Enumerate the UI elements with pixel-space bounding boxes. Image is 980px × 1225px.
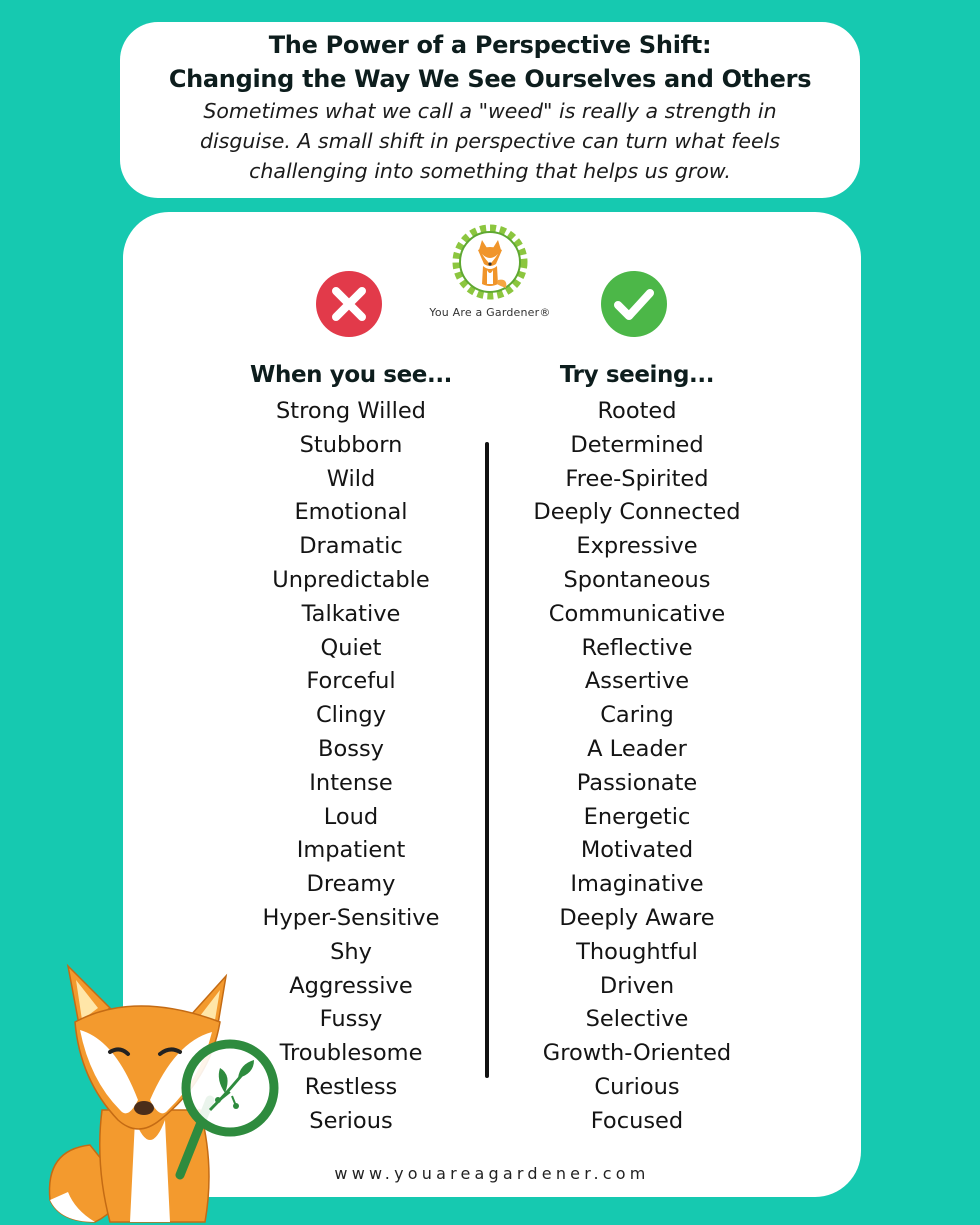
right-word-13: Energetic	[583, 803, 691, 830]
left-word-10: Clingy	[315, 702, 387, 729]
left-word-7: Talkative	[301, 600, 401, 627]
logo-text: You Are a Gardener®	[429, 306, 551, 319]
left-word-2: Stubborn	[299, 431, 403, 458]
fox-with-magnifier-icon	[40, 960, 280, 1225]
column-heading-right: Try seeing...	[559, 362, 715, 388]
right-word-16: Deeply Aware	[559, 904, 715, 931]
right-word-list	[487, 395, 787, 1139]
header-card	[120, 22, 860, 198]
right-word-11: A Leader	[587, 735, 687, 762]
subtitle	[170, 96, 810, 186]
right-word-9: Assertive	[584, 668, 690, 695]
right-word-22: Focused	[590, 1107, 684, 1134]
left-word-5: Dramatic	[299, 533, 403, 560]
right-word-15: Imaginative	[570, 871, 704, 898]
left-word-6: Unpredictable	[272, 566, 430, 593]
check-mark-icon	[601, 271, 667, 337]
brand-logo	[415, 220, 565, 325]
left-word-9: Forceful	[306, 668, 396, 695]
column-heading-left: When you see...	[250, 362, 452, 388]
left-word-3: Wild	[326, 465, 376, 492]
right-word-7: Communicative	[548, 600, 726, 627]
right-word-5: Expressive	[576, 533, 698, 560]
left-word-14: Impatient	[296, 837, 406, 864]
website-url: www.youareagardener.com	[334, 1164, 650, 1183]
left-word-22: Serious	[309, 1107, 393, 1134]
left-word-17: Shy	[330, 938, 372, 965]
right-word-21: Curious	[594, 1073, 680, 1100]
left-word-12: Intense	[309, 769, 393, 796]
left-word-8: Quiet	[320, 634, 382, 661]
fox-wreath-icon	[448, 220, 532, 304]
right-word-14: Motivated	[580, 837, 694, 864]
left-word-1: Strong Willed	[276, 398, 426, 424]
left-word-15: Dreamy	[306, 871, 396, 898]
left-word-18: Aggressive	[289, 972, 413, 999]
right-word-17: Thoughtful	[576, 938, 698, 965]
right-word-20: Growth-Oriented	[542, 1040, 732, 1067]
right-word-12: Passionate	[576, 769, 698, 796]
right-word-1: Rooted	[597, 398, 677, 424]
left-word-16: Hyper-Sensitive	[262, 904, 440, 931]
subtitle-line-2: disguise. A small shift in perspective can turn what feels	[199, 129, 781, 153]
left-word-20: Troublesome	[279, 1040, 423, 1067]
left-word-11: Bossy	[318, 735, 384, 762]
x-mark-icon	[316, 271, 382, 337]
title-line-2: Changing the Way We See Ourselves and Others	[168, 65, 812, 93]
title-line-1: The Power of a Perspective Shift:	[268, 31, 712, 59]
left-word-4: Emotional	[294, 499, 408, 526]
left-word-13: Loud	[323, 803, 379, 830]
left-word-21: Restless	[304, 1073, 398, 1100]
subtitle-line-1: Sometimes what we call a "weed" is really a strength in	[203, 99, 777, 123]
right-word-2: Determined	[570, 431, 704, 458]
try-seeing-column	[487, 355, 787, 1139]
right-word-19: Selective	[585, 1006, 689, 1033]
left-word-19: Fussy	[319, 1006, 383, 1033]
right-word-4: Deeply Connected	[533, 499, 741, 526]
right-word-18: Driven	[599, 972, 675, 999]
right-word-8: Reflective	[581, 634, 693, 661]
right-word-6: Spontaneous	[563, 566, 711, 593]
subtitle-line-3: challenging into something that helps us grow.	[249, 159, 731, 183]
right-word-3: Free-Spirited	[565, 465, 709, 492]
right-word-10: Caring	[600, 702, 674, 729]
